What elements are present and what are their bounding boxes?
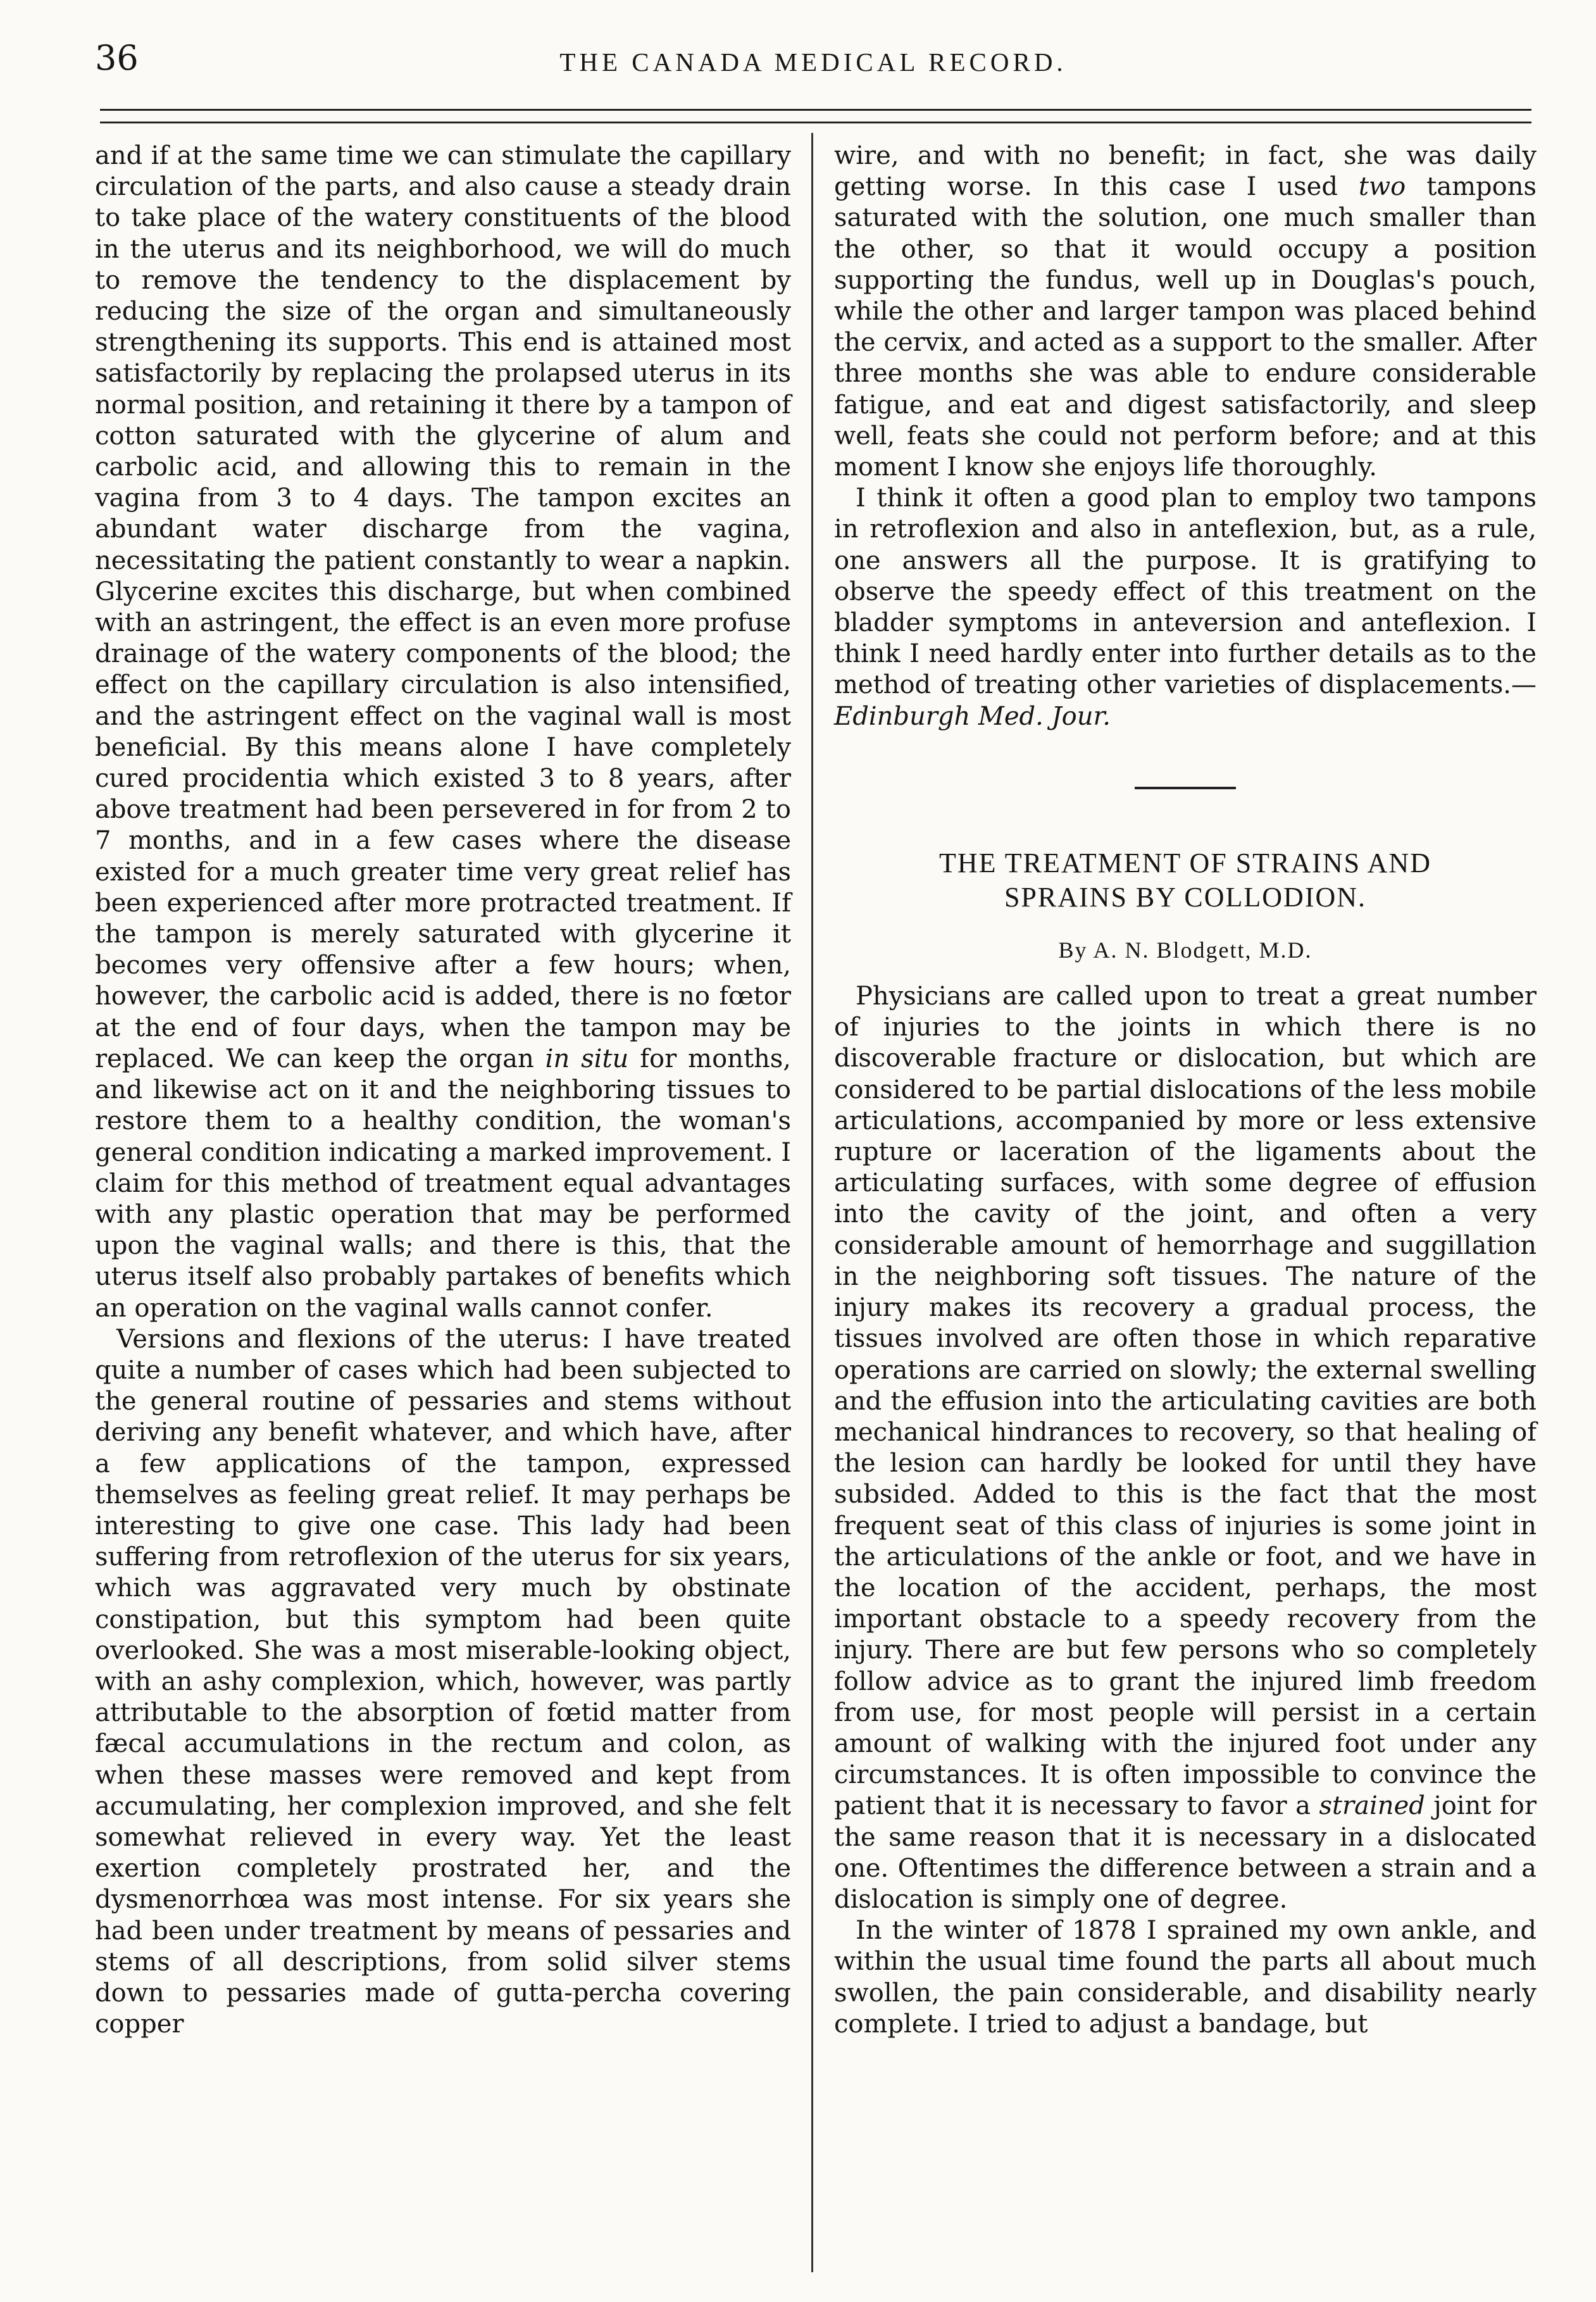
paragraph: wire, and with no benefit; in fact, she was daily getting worse. In this case I used two tampons saturated with the solution, one much smaller than the other, so that it would occupy a position supporting the fundus, well up in Douglas's pouch, while the other and larger tampon was placed behind the cervix, and acted as a support to the smaller. After three months she was able to endure considerable fatigue, and eat and digest satisfactorily, and sleep well, feats she could not perform before; and at this moment I know she enjoys life thoroughly. (834, 141, 1537, 482)
column-divider (811, 133, 813, 2272)
section-divider (1135, 787, 1236, 789)
paragraph: Versions and flexions of the uterus: I have treated quite a number of cases which had been subjected to the general routine of pessaries and stems without deriving any benefit whatever, and which have, after a few applications of the tampon, expressed themselves as feeling great relief. It may perhaps be interesting to give one case. This lady had been suffering from retroflexion of the uterus for six years, which was aggravated very much by obstinate constipation, but this symptom had been quite overlooked. She was a most miserable-looking object, with an ashy complexion, which, however, was partly attributable to the absorption of fœtid matter from fæcal accumulations in the rectum and colon, as when these masses were removed and kept from accumulating, her complexion improved, and she felt somewhat relieved in every way. Yet the least exertion completely prostrated her, and the dysmenorrhœa was most intense. For six years she had been under treatment by means of pessaries and stems of all descriptions, from solid silver stems down to pessaries made of gutta-percha covering copper (95, 1324, 791, 2039)
italic-word: two (1358, 172, 1406, 202)
left-column (95, 141, 791, 2040)
italic-word: strained (1319, 1791, 1425, 1821)
paragraph: I think it often a good plan to employ two tampons in retroflexion and also in anteflexion, but, as a rule, one answers all the purpose. It is gratifying to observe the speedy effect of this treatment on the bladder symptoms in anteversion and anteflexion. I think I need hardly enter into further details as to the method of treating other varieties of displacements.—Edinburgh Med. Jour. (834, 484, 1537, 731)
header-rule-bottom (100, 122, 1531, 123)
italic-phrase: in situ (545, 1044, 629, 1073)
paragraph: and if at the same time we can stimulate the capillary circulation of the parts, and also cause a steady drain to take place of the watery constituents of the blood in the uterus and its neighborhood, we will do much to remove the tendency to the displacement by reducing the size of the organ and simultaneously strengthening its supports. This end is attained most satisfactorily by replacing the prolapsed uterus in its normal position, and retaining it there by a tampon of cotton saturated with the glycerine of alum and carbolic acid, and allowing this to remain in the vagina from 3 to 4 days. The tampon excites an abundant water discharge from the vagina, necessitating the patient constantly to wear a napkin. Glycerine excites this discharge, but when combined with an astringent, the effect is an even more profuse drainage of the watery components of the blood; the effect on the capillary circulation is also intensified, and the astringent effect on the vaginal wall is most beneficial. By this means alone I have completely cured procidentia which existed 3 to 8 years, after above treatment had been persevered in for from 2 to 7 months, and in a few cases where the disease existed for a much greater time very great relief has been experienced after more protracted treatment. If the tampon is merely saturated with glycerine it becomes very offensive after a few hours; when, however, the carbolic acid is added, there is no fœtor at the end of four days, when the tampon may be replaced. We can keep the organ in situ for months, and likewise act on it and the neighboring tissues to restore them to a healthy condition, the woman's general condition indicating a marked improvement. I claim for this method of treatment equal advantages with any plastic operation that may be performed upon the vaginal walls; and there is this, that the uterus itself also probably partakes of benefits which an operation on the vaginal walls cannot confer. (95, 141, 792, 1323)
source-citation: Edinburgh Med. Jour. (834, 701, 1111, 731)
right-column (834, 141, 1537, 2040)
byline: By A. N. Blodgett, M.D. (1058, 937, 1312, 963)
header-rule-top (100, 109, 1531, 111)
running-head: THE CANADA MEDICAL RECORD. (559, 47, 1067, 77)
page-number: 36 (95, 38, 139, 78)
paragraph: In the winter of 1878 I sprained my own ankle, and within the usual time found the parts all about much swollen, the pain considerable, and disability nearly complete. I tried to adjust a bandage, but (834, 1916, 1537, 2039)
paragraph: Physicians are called upon to treat a great number of injuries to the joints in which there is no discoverable fracture or dislocation, but which are considered to be partial dislocations of the less mobile articulations, accompanied by more or less extensive rupture or laceration of the ligaments about the articulating surfaces, with some degree of effusion into the cavity of the joint, and often a very considerable amount of hemorrhage and suggillation in the neighboring soft tissues. The nature of the injury makes its recovery a gradual process, the tissues involved are often those in which reparative operations are carried on slowly; the external swelling and the effusion into the articulating cavities are both mechanical hindrances to recovery, so that healing of the lesion can hardly be looked for until they have subsided. Added to this is the fact that the most frequent seat of this class of injuries is some joint in the articulations of the ankle or foot, and we have in the location of the accident, perhaps, the most important obstacle to a speedy recovery from the injury. There are but few persons who so completely follow advice as to grant the injured limb freedom from use, for most people will persist in a certain amount of walking with the injured foot under any circumstances. It is often impossible to convince the patient that it is necessary to favor a strained joint for the same reason that it is necessary in a dislocated one. Oftentimes the difference between a strain and a dislocation is simply one of degree. (834, 982, 1537, 1914)
page-header (95, 38, 1531, 89)
article-title: THE TREATMENT OF STRAINS AND SPRAINS BY COLLODION. (939, 847, 1431, 913)
